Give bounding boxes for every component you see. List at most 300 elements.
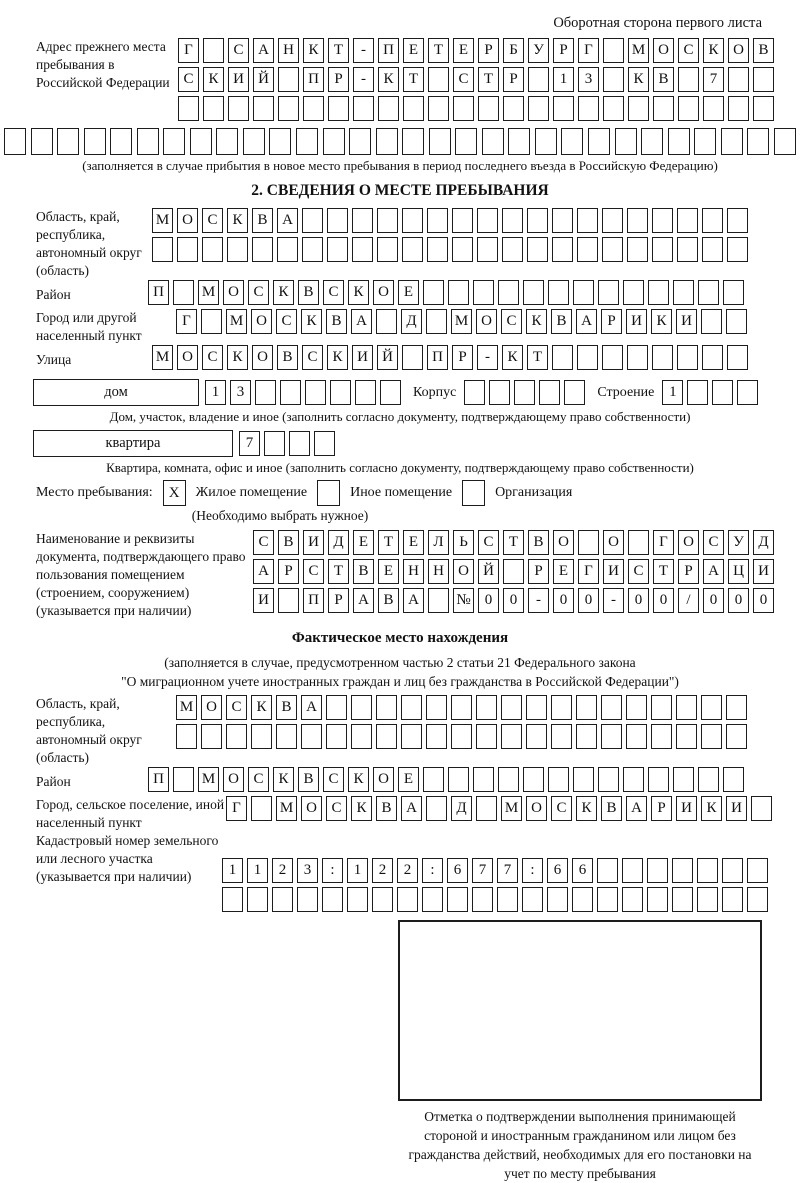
char-cell[interactable]: О xyxy=(177,345,198,370)
char-cell[interactable]: Т xyxy=(653,559,674,584)
char-cell[interactable] xyxy=(477,237,498,262)
char-cell[interactable] xyxy=(478,96,499,121)
char-cell[interactable]: Е xyxy=(403,38,424,63)
char-cell[interactable] xyxy=(448,280,469,305)
char-cell[interactable] xyxy=(252,237,273,262)
char-cell[interactable] xyxy=(728,96,749,121)
char-cell[interactable] xyxy=(173,767,194,792)
char-cell[interactable] xyxy=(622,887,643,912)
char-cell[interactable]: 7 xyxy=(497,858,518,883)
char-cell[interactable]: 7 xyxy=(239,431,260,456)
char-cell[interactable] xyxy=(426,796,447,821)
char-cell[interactable]: 1 xyxy=(553,67,574,92)
char-cell[interactable]: О xyxy=(177,208,198,233)
char-cell[interactable] xyxy=(602,208,623,233)
char-cell[interactable]: А xyxy=(401,796,422,821)
char-cell[interactable] xyxy=(203,38,224,63)
char-cell[interactable]: К xyxy=(703,38,724,63)
char-cell[interactable]: С xyxy=(202,208,223,233)
char-cell[interactable] xyxy=(712,380,733,405)
char-cell[interactable] xyxy=(476,796,497,821)
char-cell[interactable] xyxy=(137,128,159,155)
char-cell[interactable]: : xyxy=(322,858,343,883)
char-cell[interactable]: П xyxy=(378,38,399,63)
char-cell[interactable]: К xyxy=(273,767,294,792)
char-cell[interactable]: К xyxy=(701,796,722,821)
char-cell[interactable]: А xyxy=(626,796,647,821)
char-cell[interactable] xyxy=(603,38,624,63)
char-cell[interactable] xyxy=(251,796,272,821)
char-cell[interactable]: В xyxy=(298,767,319,792)
char-cell[interactable] xyxy=(227,237,248,262)
char-cell[interactable]: Е xyxy=(398,280,419,305)
char-cell[interactable]: О xyxy=(603,530,624,555)
char-cell[interactable] xyxy=(482,128,504,155)
char-cell[interactable]: Й xyxy=(377,345,398,370)
char-cell[interactable] xyxy=(427,208,448,233)
char-cell[interactable]: Р xyxy=(503,67,524,92)
char-cell[interactable] xyxy=(576,695,597,720)
char-cell[interactable]: С xyxy=(501,309,522,334)
char-cell[interactable]: М xyxy=(276,796,297,821)
char-cell[interactable]: С xyxy=(326,796,347,821)
char-cell[interactable] xyxy=(737,380,758,405)
char-cell[interactable] xyxy=(280,380,301,405)
char-cell[interactable]: А xyxy=(301,695,322,720)
char-cell[interactable]: 1 xyxy=(347,858,368,883)
char-cell[interactable] xyxy=(753,67,774,92)
char-cell[interactable]: С xyxy=(478,530,499,555)
char-cell[interactable] xyxy=(428,67,449,92)
char-cell[interactable]: И xyxy=(228,67,249,92)
char-cell[interactable] xyxy=(4,128,26,155)
char-cell[interactable]: Е xyxy=(453,38,474,63)
char-cell[interactable] xyxy=(601,724,622,749)
char-cell[interactable] xyxy=(626,724,647,749)
char-cell[interactable]: 6 xyxy=(547,858,568,883)
char-cell[interactable]: О xyxy=(223,767,244,792)
char-cell[interactable] xyxy=(572,887,593,912)
char-cell[interactable]: 3 xyxy=(297,858,318,883)
char-cell[interactable]: И xyxy=(676,796,697,821)
char-cell[interactable] xyxy=(623,280,644,305)
char-cell[interactable]: Й xyxy=(253,67,274,92)
char-cell[interactable]: Б xyxy=(503,38,524,63)
char-cell[interactable]: М xyxy=(198,767,219,792)
char-cell[interactable]: М xyxy=(152,345,173,370)
char-cell[interactable] xyxy=(243,128,265,155)
char-cell[interactable]: Н xyxy=(428,559,449,584)
char-cell[interactable]: А xyxy=(703,559,724,584)
char-cell[interactable]: И xyxy=(603,559,624,584)
char-cell[interactable] xyxy=(278,96,299,121)
char-cell[interactable] xyxy=(588,128,610,155)
char-cell[interactable] xyxy=(402,128,424,155)
char-cell[interactable] xyxy=(178,96,199,121)
char-cell[interactable] xyxy=(652,208,673,233)
char-cell[interactable]: : xyxy=(422,858,443,883)
char-cell[interactable]: В xyxy=(278,530,299,555)
char-cell[interactable]: И xyxy=(626,309,647,334)
char-cell[interactable]: 0 xyxy=(728,588,749,613)
char-cell[interactable] xyxy=(603,67,624,92)
char-cell[interactable] xyxy=(376,128,398,155)
char-cell[interactable]: Е xyxy=(553,559,574,584)
char-cell[interactable] xyxy=(502,237,523,262)
char-cell[interactable]: Д xyxy=(753,530,774,555)
char-cell[interactable]: В xyxy=(376,796,397,821)
char-cell[interactable] xyxy=(702,345,723,370)
char-cell[interactable]: А xyxy=(351,309,372,334)
char-cell[interactable]: С xyxy=(323,280,344,305)
char-cell[interactable] xyxy=(448,767,469,792)
char-cell[interactable] xyxy=(603,96,624,121)
char-cell[interactable] xyxy=(553,96,574,121)
char-cell[interactable] xyxy=(376,695,397,720)
char-cell[interactable]: О xyxy=(553,530,574,555)
char-cell[interactable]: И xyxy=(753,559,774,584)
char-cell[interactable] xyxy=(302,237,323,262)
char-cell[interactable]: В xyxy=(653,67,674,92)
char-cell[interactable]: № xyxy=(453,588,474,613)
char-cell[interactable]: И xyxy=(352,345,373,370)
char-cell[interactable]: 0 xyxy=(478,588,499,613)
char-cell[interactable]: 6 xyxy=(572,858,593,883)
char-cell[interactable]: С xyxy=(178,67,199,92)
char-cell[interactable] xyxy=(726,309,747,334)
char-cell[interactable]: В xyxy=(753,38,774,63)
char-cell[interactable]: 7 xyxy=(703,67,724,92)
char-cell[interactable]: М xyxy=(501,796,522,821)
char-cell[interactable] xyxy=(548,767,569,792)
char-cell[interactable]: Р xyxy=(601,309,622,334)
char-cell[interactable] xyxy=(701,724,722,749)
char-cell[interactable] xyxy=(426,695,447,720)
char-cell[interactable] xyxy=(353,96,374,121)
char-cell[interactable] xyxy=(402,208,423,233)
char-cell[interactable] xyxy=(627,208,648,233)
char-cell[interactable]: С xyxy=(703,530,724,555)
char-cell[interactable]: К xyxy=(273,280,294,305)
char-cell[interactable]: 1 xyxy=(247,858,268,883)
char-cell[interactable] xyxy=(573,767,594,792)
char-cell[interactable] xyxy=(727,237,748,262)
char-cell[interactable]: К xyxy=(628,67,649,92)
char-cell[interactable]: Г xyxy=(178,38,199,63)
char-cell[interactable] xyxy=(694,128,716,155)
char-cell[interactable]: С xyxy=(628,559,649,584)
char-cell[interactable]: - xyxy=(528,588,549,613)
char-cell[interactable] xyxy=(347,887,368,912)
char-cell[interactable] xyxy=(652,345,673,370)
char-cell[interactable] xyxy=(727,345,748,370)
char-cell[interactable]: 0 xyxy=(578,588,599,613)
char-cell[interactable] xyxy=(747,858,768,883)
char-cell[interactable] xyxy=(498,280,519,305)
char-cell[interactable] xyxy=(698,767,719,792)
char-cell[interactable] xyxy=(84,128,106,155)
char-cell[interactable] xyxy=(701,695,722,720)
char-cell[interactable] xyxy=(626,695,647,720)
char-cell[interactable] xyxy=(539,380,560,405)
char-cell[interactable] xyxy=(276,724,297,749)
char-cell[interactable] xyxy=(452,208,473,233)
char-cell[interactable] xyxy=(551,724,572,749)
char-cell[interactable]: 7 xyxy=(472,858,493,883)
char-cell[interactable] xyxy=(747,887,768,912)
char-cell[interactable] xyxy=(702,237,723,262)
char-cell[interactable] xyxy=(726,724,747,749)
char-cell[interactable]: 3 xyxy=(230,380,251,405)
char-cell[interactable]: Г xyxy=(226,796,247,821)
char-cell[interactable] xyxy=(523,280,544,305)
char-cell[interactable]: 3 xyxy=(578,67,599,92)
char-cell[interactable]: Й xyxy=(478,559,499,584)
char-cell[interactable] xyxy=(577,208,598,233)
char-cell[interactable] xyxy=(627,237,648,262)
char-cell[interactable]: С xyxy=(202,345,223,370)
char-cell[interactable]: В xyxy=(378,588,399,613)
stay-option-other-checkbox[interactable] xyxy=(317,480,340,506)
char-cell[interactable] xyxy=(301,724,322,749)
char-cell[interactable] xyxy=(651,724,672,749)
char-cell[interactable]: И xyxy=(726,796,747,821)
char-cell[interactable]: И xyxy=(676,309,697,334)
char-cell[interactable]: Р xyxy=(328,588,349,613)
char-cell[interactable]: К xyxy=(526,309,547,334)
char-cell[interactable]: М xyxy=(628,38,649,63)
char-cell[interactable] xyxy=(352,208,373,233)
confirmation-mark-box[interactable] xyxy=(398,920,762,1101)
char-cell[interactable] xyxy=(228,96,249,121)
char-cell[interactable] xyxy=(289,431,310,456)
char-cell[interactable] xyxy=(561,128,583,155)
char-cell[interactable] xyxy=(552,345,573,370)
char-cell[interactable] xyxy=(376,309,397,334)
char-cell[interactable]: Т xyxy=(428,38,449,63)
char-cell[interactable]: П xyxy=(427,345,448,370)
char-cell[interactable]: И xyxy=(253,588,274,613)
char-cell[interactable] xyxy=(427,237,448,262)
char-cell[interactable] xyxy=(322,887,343,912)
char-cell[interactable]: Р xyxy=(278,559,299,584)
char-cell[interactable] xyxy=(677,208,698,233)
char-cell[interactable] xyxy=(377,208,398,233)
char-cell[interactable] xyxy=(489,380,510,405)
char-cell[interactable] xyxy=(501,695,522,720)
char-cell[interactable] xyxy=(326,724,347,749)
char-cell[interactable] xyxy=(472,887,493,912)
char-cell[interactable] xyxy=(552,237,573,262)
char-cell[interactable] xyxy=(380,380,401,405)
char-cell[interactable] xyxy=(426,309,447,334)
char-cell[interactable] xyxy=(747,128,769,155)
char-cell[interactable]: О xyxy=(373,280,394,305)
char-cell[interactable]: О xyxy=(728,38,749,63)
char-cell[interactable]: Т xyxy=(328,559,349,584)
char-cell[interactable]: С xyxy=(253,530,274,555)
char-cell[interactable] xyxy=(455,128,477,155)
char-cell[interactable]: А xyxy=(576,309,597,334)
char-cell[interactable] xyxy=(202,237,223,262)
char-cell[interactable] xyxy=(447,887,468,912)
char-cell[interactable]: Г xyxy=(578,559,599,584)
char-cell[interactable] xyxy=(401,695,422,720)
char-cell[interactable]: Г xyxy=(578,38,599,63)
char-cell[interactable]: Т xyxy=(328,38,349,63)
char-cell[interactable] xyxy=(573,280,594,305)
char-cell[interactable]: К xyxy=(351,796,372,821)
char-cell[interactable] xyxy=(697,858,718,883)
char-cell[interactable] xyxy=(176,724,197,749)
char-cell[interactable]: - xyxy=(603,588,624,613)
char-cell[interactable] xyxy=(264,431,285,456)
char-cell[interactable] xyxy=(673,767,694,792)
char-cell[interactable] xyxy=(578,530,599,555)
char-cell[interactable]: С xyxy=(228,38,249,63)
char-cell[interactable] xyxy=(678,96,699,121)
char-cell[interactable]: 2 xyxy=(372,858,393,883)
char-cell[interactable]: П xyxy=(148,280,169,305)
char-cell[interactable]: К xyxy=(378,67,399,92)
char-cell[interactable] xyxy=(426,724,447,749)
char-cell[interactable]: Р xyxy=(452,345,473,370)
char-cell[interactable] xyxy=(774,128,796,155)
char-cell[interactable]: Е xyxy=(398,767,419,792)
char-cell[interactable] xyxy=(323,128,345,155)
char-cell[interactable] xyxy=(177,237,198,262)
char-cell[interactable]: К xyxy=(348,767,369,792)
stay-option-residential-checkbox[interactable]: X xyxy=(163,480,186,506)
char-cell[interactable]: : xyxy=(522,858,543,883)
char-cell[interactable] xyxy=(352,237,373,262)
char-cell[interactable] xyxy=(351,695,372,720)
char-cell[interactable] xyxy=(302,208,323,233)
char-cell[interactable]: О xyxy=(301,796,322,821)
char-cell[interactable] xyxy=(551,695,572,720)
char-cell[interactable]: А xyxy=(353,588,374,613)
char-cell[interactable] xyxy=(428,96,449,121)
char-cell[interactable] xyxy=(351,724,372,749)
char-cell[interactable] xyxy=(672,887,693,912)
char-cell[interactable]: Д xyxy=(401,309,422,334)
char-cell[interactable] xyxy=(647,858,668,883)
char-cell[interactable]: Д xyxy=(451,796,472,821)
char-cell[interactable] xyxy=(597,858,618,883)
char-cell[interactable]: В xyxy=(551,309,572,334)
char-cell[interactable] xyxy=(728,67,749,92)
char-cell[interactable] xyxy=(527,208,548,233)
char-cell[interactable]: Н xyxy=(403,559,424,584)
char-cell[interactable] xyxy=(305,380,326,405)
char-cell[interactable] xyxy=(423,767,444,792)
char-cell[interactable]: С xyxy=(453,67,474,92)
char-cell[interactable]: Д xyxy=(328,530,349,555)
char-cell[interactable] xyxy=(403,96,424,121)
char-cell[interactable] xyxy=(328,96,349,121)
char-cell[interactable]: В xyxy=(276,695,297,720)
char-cell[interactable] xyxy=(269,128,291,155)
char-cell[interactable]: С xyxy=(276,309,297,334)
char-cell[interactable]: К xyxy=(301,309,322,334)
char-cell[interactable] xyxy=(697,887,718,912)
char-cell[interactable]: В xyxy=(252,208,273,233)
char-cell[interactable] xyxy=(476,724,497,749)
char-cell[interactable] xyxy=(497,887,518,912)
char-cell[interactable] xyxy=(651,695,672,720)
char-cell[interactable] xyxy=(668,128,690,155)
char-cell[interactable]: 0 xyxy=(653,588,674,613)
char-cell[interactable]: Т xyxy=(403,67,424,92)
char-cell[interactable]: Р xyxy=(678,559,699,584)
char-cell[interactable]: В xyxy=(298,280,319,305)
char-cell[interactable] xyxy=(552,208,573,233)
char-cell[interactable] xyxy=(423,280,444,305)
char-cell[interactable] xyxy=(451,695,472,720)
char-cell[interactable] xyxy=(326,695,347,720)
char-cell[interactable]: 2 xyxy=(397,858,418,883)
char-cell[interactable] xyxy=(528,67,549,92)
char-cell[interactable]: Р xyxy=(528,559,549,584)
char-cell[interactable] xyxy=(397,887,418,912)
char-cell[interactable] xyxy=(402,345,423,370)
char-cell[interactable] xyxy=(327,237,348,262)
char-cell[interactable]: Т xyxy=(378,530,399,555)
char-cell[interactable] xyxy=(526,695,547,720)
char-cell[interactable] xyxy=(526,724,547,749)
char-cell[interactable]: - xyxy=(477,345,498,370)
char-cell[interactable]: П xyxy=(303,588,324,613)
char-cell[interactable] xyxy=(677,237,698,262)
char-cell[interactable] xyxy=(163,128,185,155)
char-cell[interactable] xyxy=(190,128,212,155)
char-cell[interactable] xyxy=(548,280,569,305)
char-cell[interactable]: О xyxy=(201,695,222,720)
char-cell[interactable] xyxy=(253,96,274,121)
char-cell[interactable] xyxy=(31,128,53,155)
char-cell[interactable] xyxy=(378,96,399,121)
char-cell[interactable] xyxy=(57,128,79,155)
char-cell[interactable] xyxy=(577,345,598,370)
char-cell[interactable]: А xyxy=(277,208,298,233)
char-cell[interactable] xyxy=(422,887,443,912)
char-cell[interactable] xyxy=(602,237,623,262)
char-cell[interactable] xyxy=(201,724,222,749)
char-cell[interactable]: В xyxy=(277,345,298,370)
char-cell[interactable]: - xyxy=(353,38,374,63)
char-cell[interactable] xyxy=(272,887,293,912)
char-cell[interactable] xyxy=(477,208,498,233)
char-cell[interactable] xyxy=(647,887,668,912)
char-cell[interactable]: В xyxy=(601,796,622,821)
char-cell[interactable]: Е xyxy=(403,530,424,555)
char-cell[interactable]: О xyxy=(223,280,244,305)
char-cell[interactable]: 0 xyxy=(703,588,724,613)
char-cell[interactable] xyxy=(577,237,598,262)
char-cell[interactable] xyxy=(314,431,335,456)
char-cell[interactable]: С xyxy=(248,767,269,792)
char-cell[interactable] xyxy=(355,380,376,405)
char-cell[interactable] xyxy=(527,237,548,262)
char-cell[interactable] xyxy=(601,695,622,720)
char-cell[interactable]: 0 xyxy=(628,588,649,613)
char-cell[interactable] xyxy=(473,767,494,792)
char-cell[interactable] xyxy=(296,128,318,155)
char-cell[interactable] xyxy=(203,96,224,121)
char-cell[interactable] xyxy=(216,128,238,155)
char-cell[interactable]: П xyxy=(303,67,324,92)
char-cell[interactable]: К xyxy=(651,309,672,334)
